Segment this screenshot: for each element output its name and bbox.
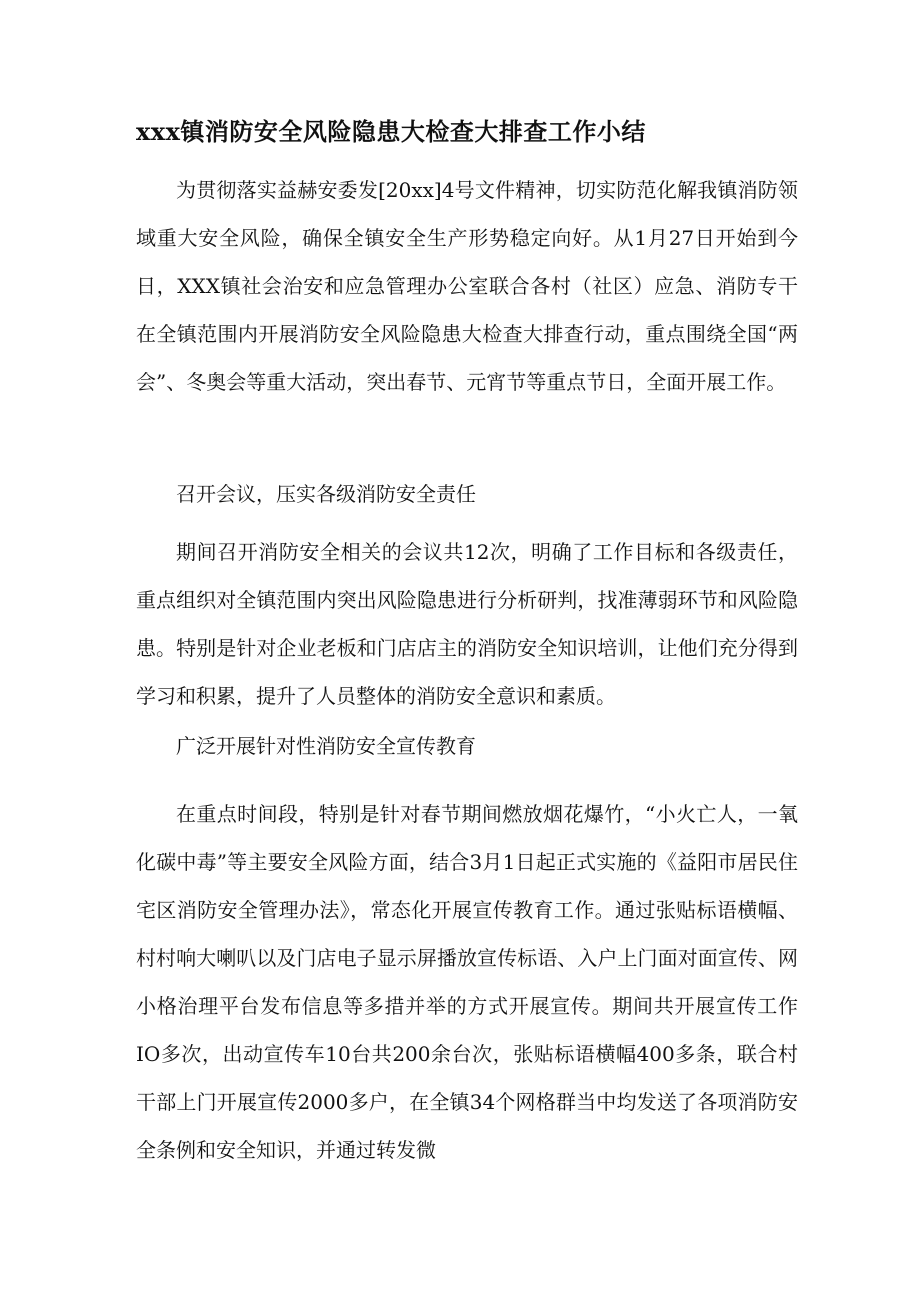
section-heading-publicity: 广泛开展针对性消防安全宣传教育	[176, 734, 476, 758]
publicity-paragraph: 在重点时间段，特别是针对春节期间燃放烟花爆竹，“小火亡人，一氧化碳中毒”等主要安全风险方面，结合3月1日起正式实施的《益阳市居民住宅区消防安全管理办法》，常态化开展宣传教育工作。通过张贴标语横幅、村村响大喇叭以及门店电子显示屏播放宣传标语、入户上门面对面宣传、网小格治理平台发布信息等多措并举的方式开展宣传。期间共开展宣传工作IO多次，出动宣传车10台共200余台次，张贴标语横幅400多条，联合村干部上门开展宣传2000多户，在全镇34个网格群当中均发送了各项消防安全条例和安全知识，并通过转发微	[136, 802, 798, 1162]
intro-paragraph: 为贯彻落实益赫安委发[20xx]4号文件精神，切实防范化解我镇消防领域重大安全风险，确保全镇安全生产形势稳定向好。从1月27日开始到今日，XXX镇社会治安和应急管理办公室联合各村（社区）应急、消防专干在全镇范围内开展消防安全风险隐患大检查大排查行动，重点围绕全国“两会”、冬奥会等重大活动，突出春节、元宵节等重点节日，全面开展工作。	[136, 178, 798, 394]
section-heading-meetings: 召开会议，压实各级消防安全责任	[176, 482, 476, 506]
document-title: xxx镇消防安全风险隐患大检查大排查工作小结	[136, 117, 646, 146]
meetings-paragraph: 期间召开消防安全相关的会议共12次，明确了工作目标和各级责任，重点组织对全镇范围内突出风险隐患进行分析研判，找准薄弱环节和风险隐患。特别是针对企业老板和门店店主的消防安全知识培训，让他们充分得到学习和积累，提升了人员整体的消防安全意识和素质。	[136, 540, 798, 708]
